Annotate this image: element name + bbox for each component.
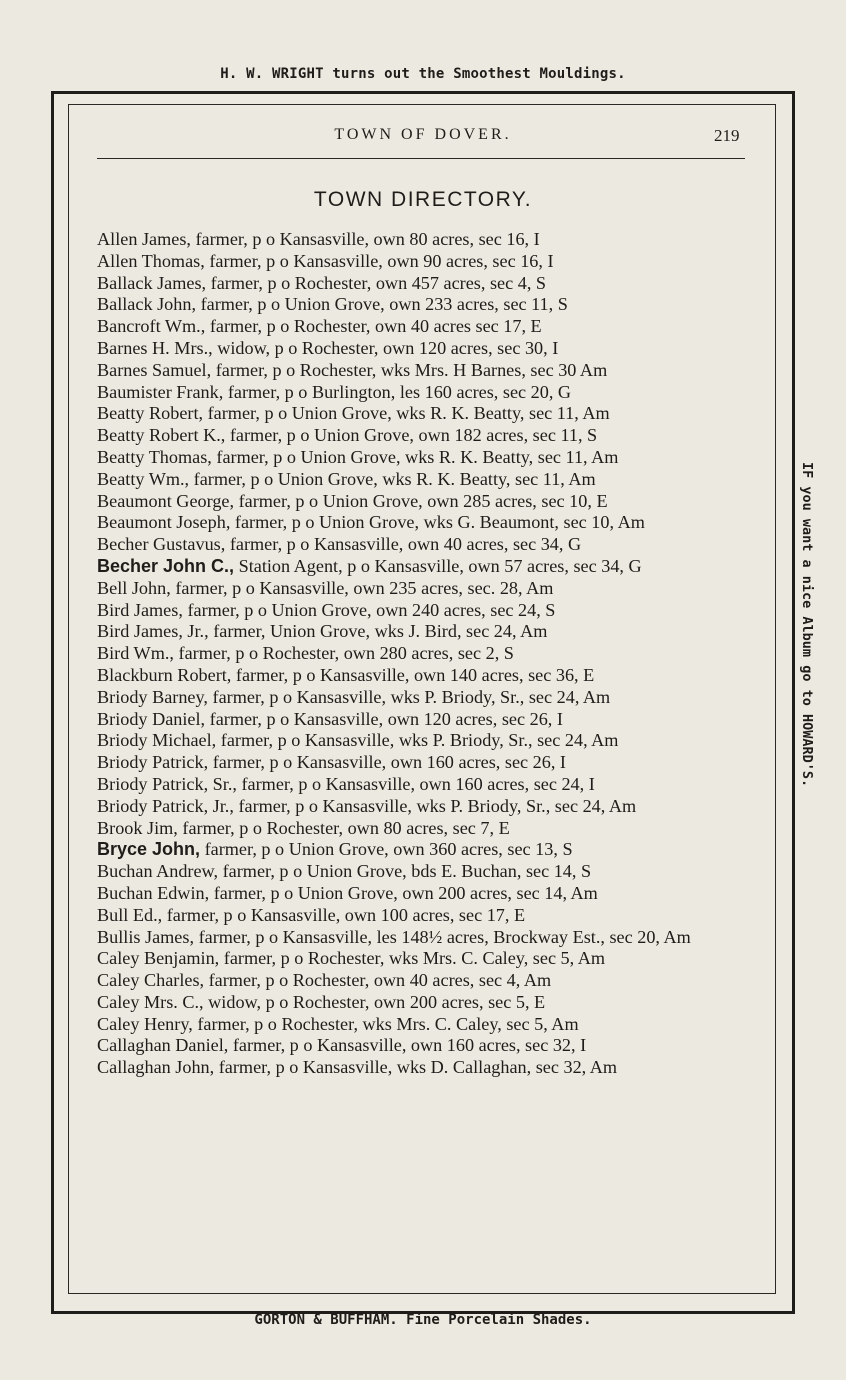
entry-name: Buchan Andrew, <box>97 861 219 882</box>
directory-entry <box>97 905 747 927</box>
entry-details: farmer, p o Union Grove, own 240 acres, sec 24, S <box>182 599 556 620</box>
entry-name: Brook Jim, <box>97 817 178 838</box>
directory-entry <box>97 970 747 992</box>
directory-entry <box>97 752 747 774</box>
directory-entry <box>97 556 747 578</box>
entry-details: Station Agent, p o Kansasville, own 57 acres, sec 34, G <box>234 555 642 576</box>
directory-entry <box>97 403 747 425</box>
entry-name: Bryce John, <box>97 839 201 860</box>
directory-entry <box>97 578 747 600</box>
entry-name: Caley Charles, <box>97 970 205 991</box>
entry-details: farmer, p o Union Grove, own 285 acres, sec 10, E <box>234 490 608 511</box>
entry-name: Bird James, <box>97 599 183 620</box>
entry-name: Beatty Thomas, <box>97 446 212 467</box>
entry-name: Barnes Samuel, <box>97 359 212 380</box>
running-head: TOWN OF DOVER. <box>334 126 512 143</box>
directory-entry <box>97 534 747 556</box>
entry-name: Bird James, Jr., <box>97 621 209 642</box>
entry-name: Callaghan John, <box>97 1057 215 1078</box>
entry-details: farmer, p o Union Grove, wks R. K. Beatty, sec 11, Am <box>203 403 610 424</box>
entry-details: farmer, p o Union Grove, wks G. Beaumont, sec 10, Am <box>230 512 645 533</box>
directory-entry <box>97 665 747 687</box>
entry-name: Beaumont Joseph, <box>97 512 231 533</box>
entry-name: Bullis James, <box>97 926 195 947</box>
entry-details: farmer, p o Kansasville, wks D. Callaghan, sec 32, Am <box>214 1057 618 1078</box>
entry-name: Barnes H. Mrs., <box>97 337 213 358</box>
directory-entry <box>97 316 747 338</box>
directory-entry <box>97 839 747 861</box>
entry-details: farmer, p o Rochester, own 40 acres sec 17, E <box>205 316 542 337</box>
directory-entry <box>97 382 747 404</box>
entry-details: farmer, Union Grove, wks J. Bird, sec 24, Am <box>208 621 548 642</box>
entry-name: Bird Wm., <box>97 643 174 664</box>
entry-name: Buchan Edwin, <box>97 882 210 903</box>
entry-details: farmer, p o Union Grove, wks R. K. Beatty, sec 11, Am <box>189 468 596 489</box>
directory-entry <box>97 774 747 796</box>
entry-name: Caley Henry, <box>97 1013 193 1034</box>
entry-details: farmer, p o Kansasville, own 160 acres, sec 26, I <box>208 752 566 773</box>
side-advertisement: IF you want a nice Album go to HOWARD'S. <box>799 462 815 788</box>
directory-entry <box>97 251 747 273</box>
directory-entry <box>97 948 747 970</box>
entry-details: farmer, p o Kansasville, wks P. Briody, Sr., sec 24, Am <box>207 686 611 707</box>
entry-details: farmer, p o Union Grove, wks R. K. Beatty, sec 11, Am <box>211 446 619 467</box>
directory-entry <box>97 992 747 1014</box>
directory-entry <box>97 796 747 818</box>
directory-entry <box>97 643 747 665</box>
entry-details: farmer, p o Kansasville, les 148½ acres, Brockway Est., sec 20, Am <box>194 926 691 947</box>
entry-details: farmer, p o Rochester, own 40 acres, sec 4, Am <box>204 970 552 991</box>
directory-entry <box>97 730 747 752</box>
directory-entry <box>97 447 747 469</box>
entry-details: farmer, p o Kansasville, own 140 acres, sec 36, E <box>231 664 595 685</box>
entry-name: Allen Thomas, <box>97 250 205 271</box>
entry-name: Caley Mrs. C., <box>97 991 204 1012</box>
entry-name: Beatty Wm., <box>97 468 190 489</box>
footer-advertisement: GORTON & BUFFHAM. Fine Porcelain Shades. <box>254 1312 592 1328</box>
entry-details: farmer, p o Kansasville, own 90 acres, sec 16, I <box>204 250 554 271</box>
entry-details: farmer, p o Union Grove, own 182 acres, sec 11, S <box>225 425 598 446</box>
entry-details: widow, p o Rochester, own 200 acres, sec 5, E <box>203 991 546 1012</box>
entry-details: farmer, p o Rochester, own 457 acres, sec 4, S <box>206 272 547 293</box>
directory-entry <box>97 273 747 295</box>
entry-name: Briody Patrick, Jr., <box>97 795 234 816</box>
entry-details: farmer, p o Rochester, wks Mrs. C. Caley, sec 5, Am <box>192 1013 579 1034</box>
entry-details: farmer, p o Kansasville, own 100 acres, sec 17, E <box>162 904 526 925</box>
entry-name: Allen James, <box>97 229 191 249</box>
entry-name: Baumister Frank, <box>97 381 224 402</box>
entry-name: Briody Patrick, Sr., <box>97 773 237 794</box>
entry-details: farmer, p o Kansasville, own 40 acres, sec 34, G <box>225 534 582 555</box>
directory-entry <box>97 818 747 840</box>
entry-name: Ballack James, <box>97 272 207 293</box>
directory-entry <box>97 687 747 709</box>
entry-details: farmer, p o Kansasville, own 160 acres, sec 32, I <box>228 1035 587 1056</box>
entry-name: Beatty Robert K., <box>97 425 226 446</box>
entry-name: Briody Michael, <box>97 730 217 751</box>
entry-name: Becher Gustavus, <box>97 534 226 555</box>
entry-name: Briody Barney, <box>97 686 208 707</box>
directory-list <box>97 229 747 1079</box>
entry-name: Becher John C., <box>97 555 235 576</box>
directory-entry <box>97 1014 747 1036</box>
directory-entry <box>97 491 747 513</box>
entry-details: farmer, p o Union Grove, bds E. Buchan, sec 14, S <box>218 861 592 882</box>
directory-entry <box>97 927 747 949</box>
directory-entry <box>97 861 747 883</box>
entry-details: farmer, p o Rochester, own 280 acres, sec 2, S <box>173 643 514 664</box>
entry-name: Briody Daniel, <box>97 708 206 729</box>
directory-entry <box>97 294 747 316</box>
directory-entry <box>97 600 747 622</box>
directory-entry <box>97 1035 747 1057</box>
entry-details: farmer, p o Kansasville, wks P. Briody, Sr., sec 24, Am <box>216 730 619 751</box>
entry-name: Briody Patrick, <box>97 752 209 773</box>
directory-entry <box>97 425 747 447</box>
entry-details: farmer, p o Kansasville, own 80 acres, sec 16, I <box>190 229 540 249</box>
entry-name: Blackburn Robert, <box>97 664 232 685</box>
entry-details: farmer, p o Rochester, wks Mrs. C. Caley, sec 5, Am <box>219 948 606 969</box>
entry-name: Callaghan Daniel, <box>97 1035 229 1056</box>
page-number: 219 <box>714 126 740 145</box>
entry-details: farmer, p o Kansasville, own 120 acres, sec 26, I <box>205 708 563 729</box>
entry-details: widow, p o Rochester, own 120 acres, sec 30, I <box>212 337 559 358</box>
entry-details: farmer, p o Union Grove, own 233 acres, sec 11, S <box>196 294 568 315</box>
directory-entry <box>97 883 747 905</box>
section-title: TOWN DIRECTORY. <box>313 188 533 211</box>
entry-details: farmer, p o Burlington, les 160 acres, sec 20, G <box>223 381 572 402</box>
directory-entry <box>97 512 747 534</box>
directory-entry <box>97 1057 747 1079</box>
directory-entry <box>97 621 747 643</box>
entry-details: farmer, p o Rochester, own 80 acres, sec 7, E <box>177 817 510 838</box>
entry-name: Beaumont George, <box>97 490 235 511</box>
entry-details: farmer, p o Kansasville, wks P. Briody, Sr., sec 24, Am <box>233 795 637 816</box>
entry-details: farmer, p o Union Grove, own 360 acres, sec 13, S <box>200 839 573 860</box>
entry-details: farmer, p o Rochester, wks Mrs. H Barnes, sec 30 Am <box>211 359 608 380</box>
entry-name: Ballack John, <box>97 294 197 315</box>
header-rule <box>97 158 745 159</box>
directory-entry <box>97 338 747 360</box>
entry-name: Bancroft Wm., <box>97 316 206 337</box>
entry-name: Bell John, <box>97 577 171 598</box>
entry-name: Caley Benjamin, <box>97 948 220 969</box>
header-advertisement: H. W. WRIGHT turns out the Smoothest Mouldings. <box>220 66 626 82</box>
entry-name: Beatty Robert, <box>97 403 204 424</box>
directory-entry <box>97 709 747 731</box>
entry-details: farmer, p o Union Grove, own 200 acres, sec 14, Am <box>209 882 598 903</box>
directory-entry <box>97 469 747 491</box>
directory-entry <box>97 360 747 382</box>
entry-details: farmer, p o Kansasville, own 160 acres, sec 24, I <box>236 773 595 794</box>
entry-details: farmer, p o Kansasville, own 235 acres, sec. 28, Am <box>170 577 554 598</box>
entry-name: Bull Ed., <box>97 904 163 925</box>
directory-entry <box>97 229 747 251</box>
